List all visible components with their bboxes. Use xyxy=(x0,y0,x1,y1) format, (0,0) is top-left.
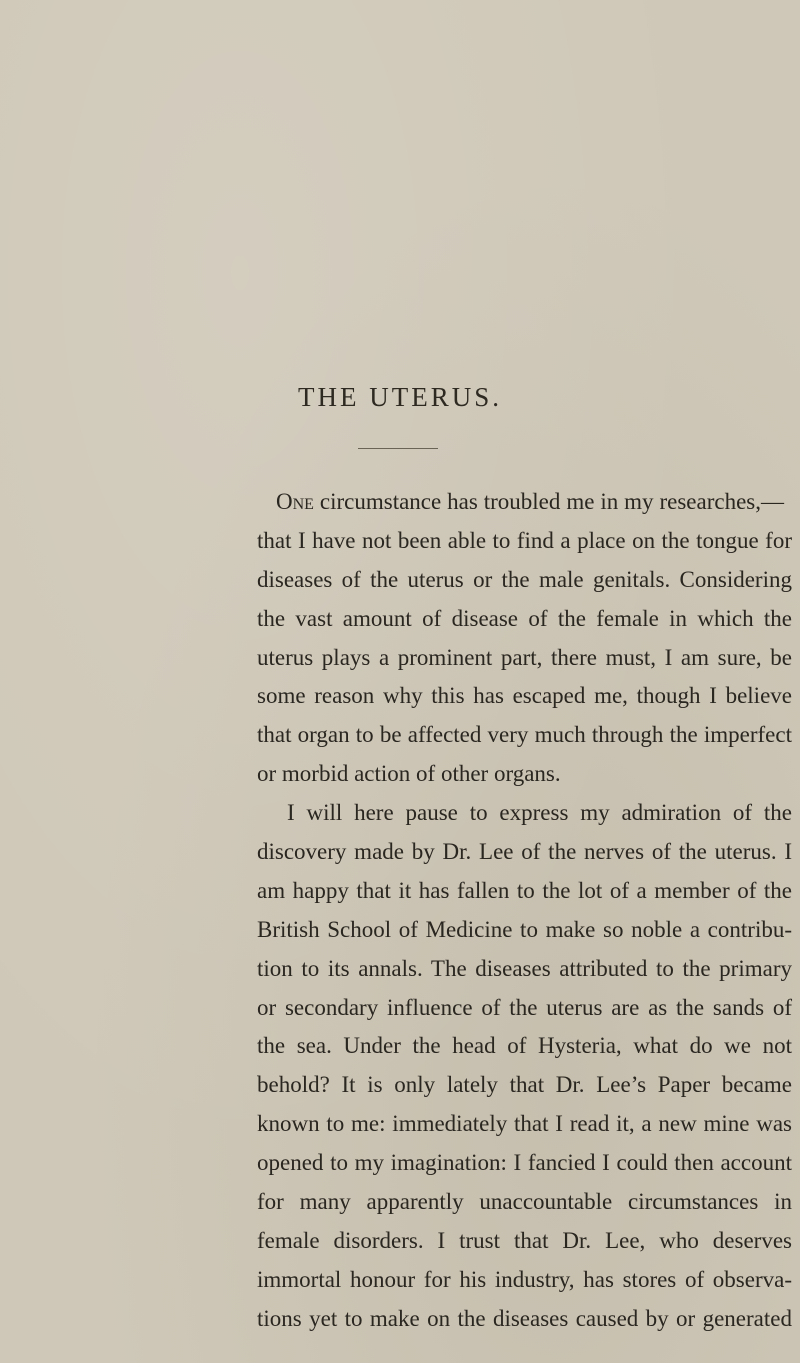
text-line xyxy=(276,483,784,522)
body-text xyxy=(0,483,800,1339)
text-line: am happy that it has fallen to the lot of a member of the xyxy=(257,877,792,903)
text-line: opened to my imagination: I fancied I could then account xyxy=(257,1150,792,1176)
text-line: diseases of the uterus or the male genitals. Considering xyxy=(257,566,792,592)
text-line: female disorders. I trust that Dr. Lee, who deserves xyxy=(257,1227,792,1253)
text-line: tion to its annals. The diseases attributed to the primary xyxy=(257,955,792,981)
text-line: some reason why this has escaped me, though I believe xyxy=(257,683,792,709)
paragraph-1 xyxy=(0,483,800,794)
text-line: British School of Medicine to make so noble a contribu- xyxy=(257,916,792,942)
text-line: tions yet to make on the diseases caused by or generated xyxy=(257,1305,792,1331)
text-line: that organ to be affected very much through the imperfect xyxy=(257,722,792,748)
text-line: the vast amount of disease of the female in which the xyxy=(257,605,792,631)
text-line: that I have not been able to find a place on the tongue for xyxy=(257,527,792,553)
text-line: or secondary influence of the uterus are as the sands of xyxy=(257,994,792,1020)
lead-word: One xyxy=(276,489,314,514)
text-line: I will here pause to express my admiration of the xyxy=(287,800,792,826)
text-line: for many apparently unaccountable circumstances in xyxy=(257,1189,792,1215)
text-line: discovery made by Dr. Lee of the nerves of the uterus. I xyxy=(257,839,792,865)
paragraph-2 xyxy=(0,794,800,1338)
text-line: immortal honour for his industry, has stores of observa- xyxy=(257,1266,792,1292)
text-line: the sea. Under the head of Hysteria, what do we not xyxy=(257,1033,792,1059)
title-rule xyxy=(358,448,438,449)
text-line: behold? It is only lately that Dr. Lee’s Paper became xyxy=(257,1072,792,1098)
text-line: known to me: immediately that I read it, a new mine was xyxy=(257,1111,792,1137)
text-line: uterus plays a prominent part, there must, I am sure, be xyxy=(257,644,792,670)
text-line: or morbid action of other organs. xyxy=(257,761,561,787)
page-title: THE UTERUS. xyxy=(298,382,502,412)
line-text: circumstance has troubled me in my researches,— xyxy=(319,489,784,514)
